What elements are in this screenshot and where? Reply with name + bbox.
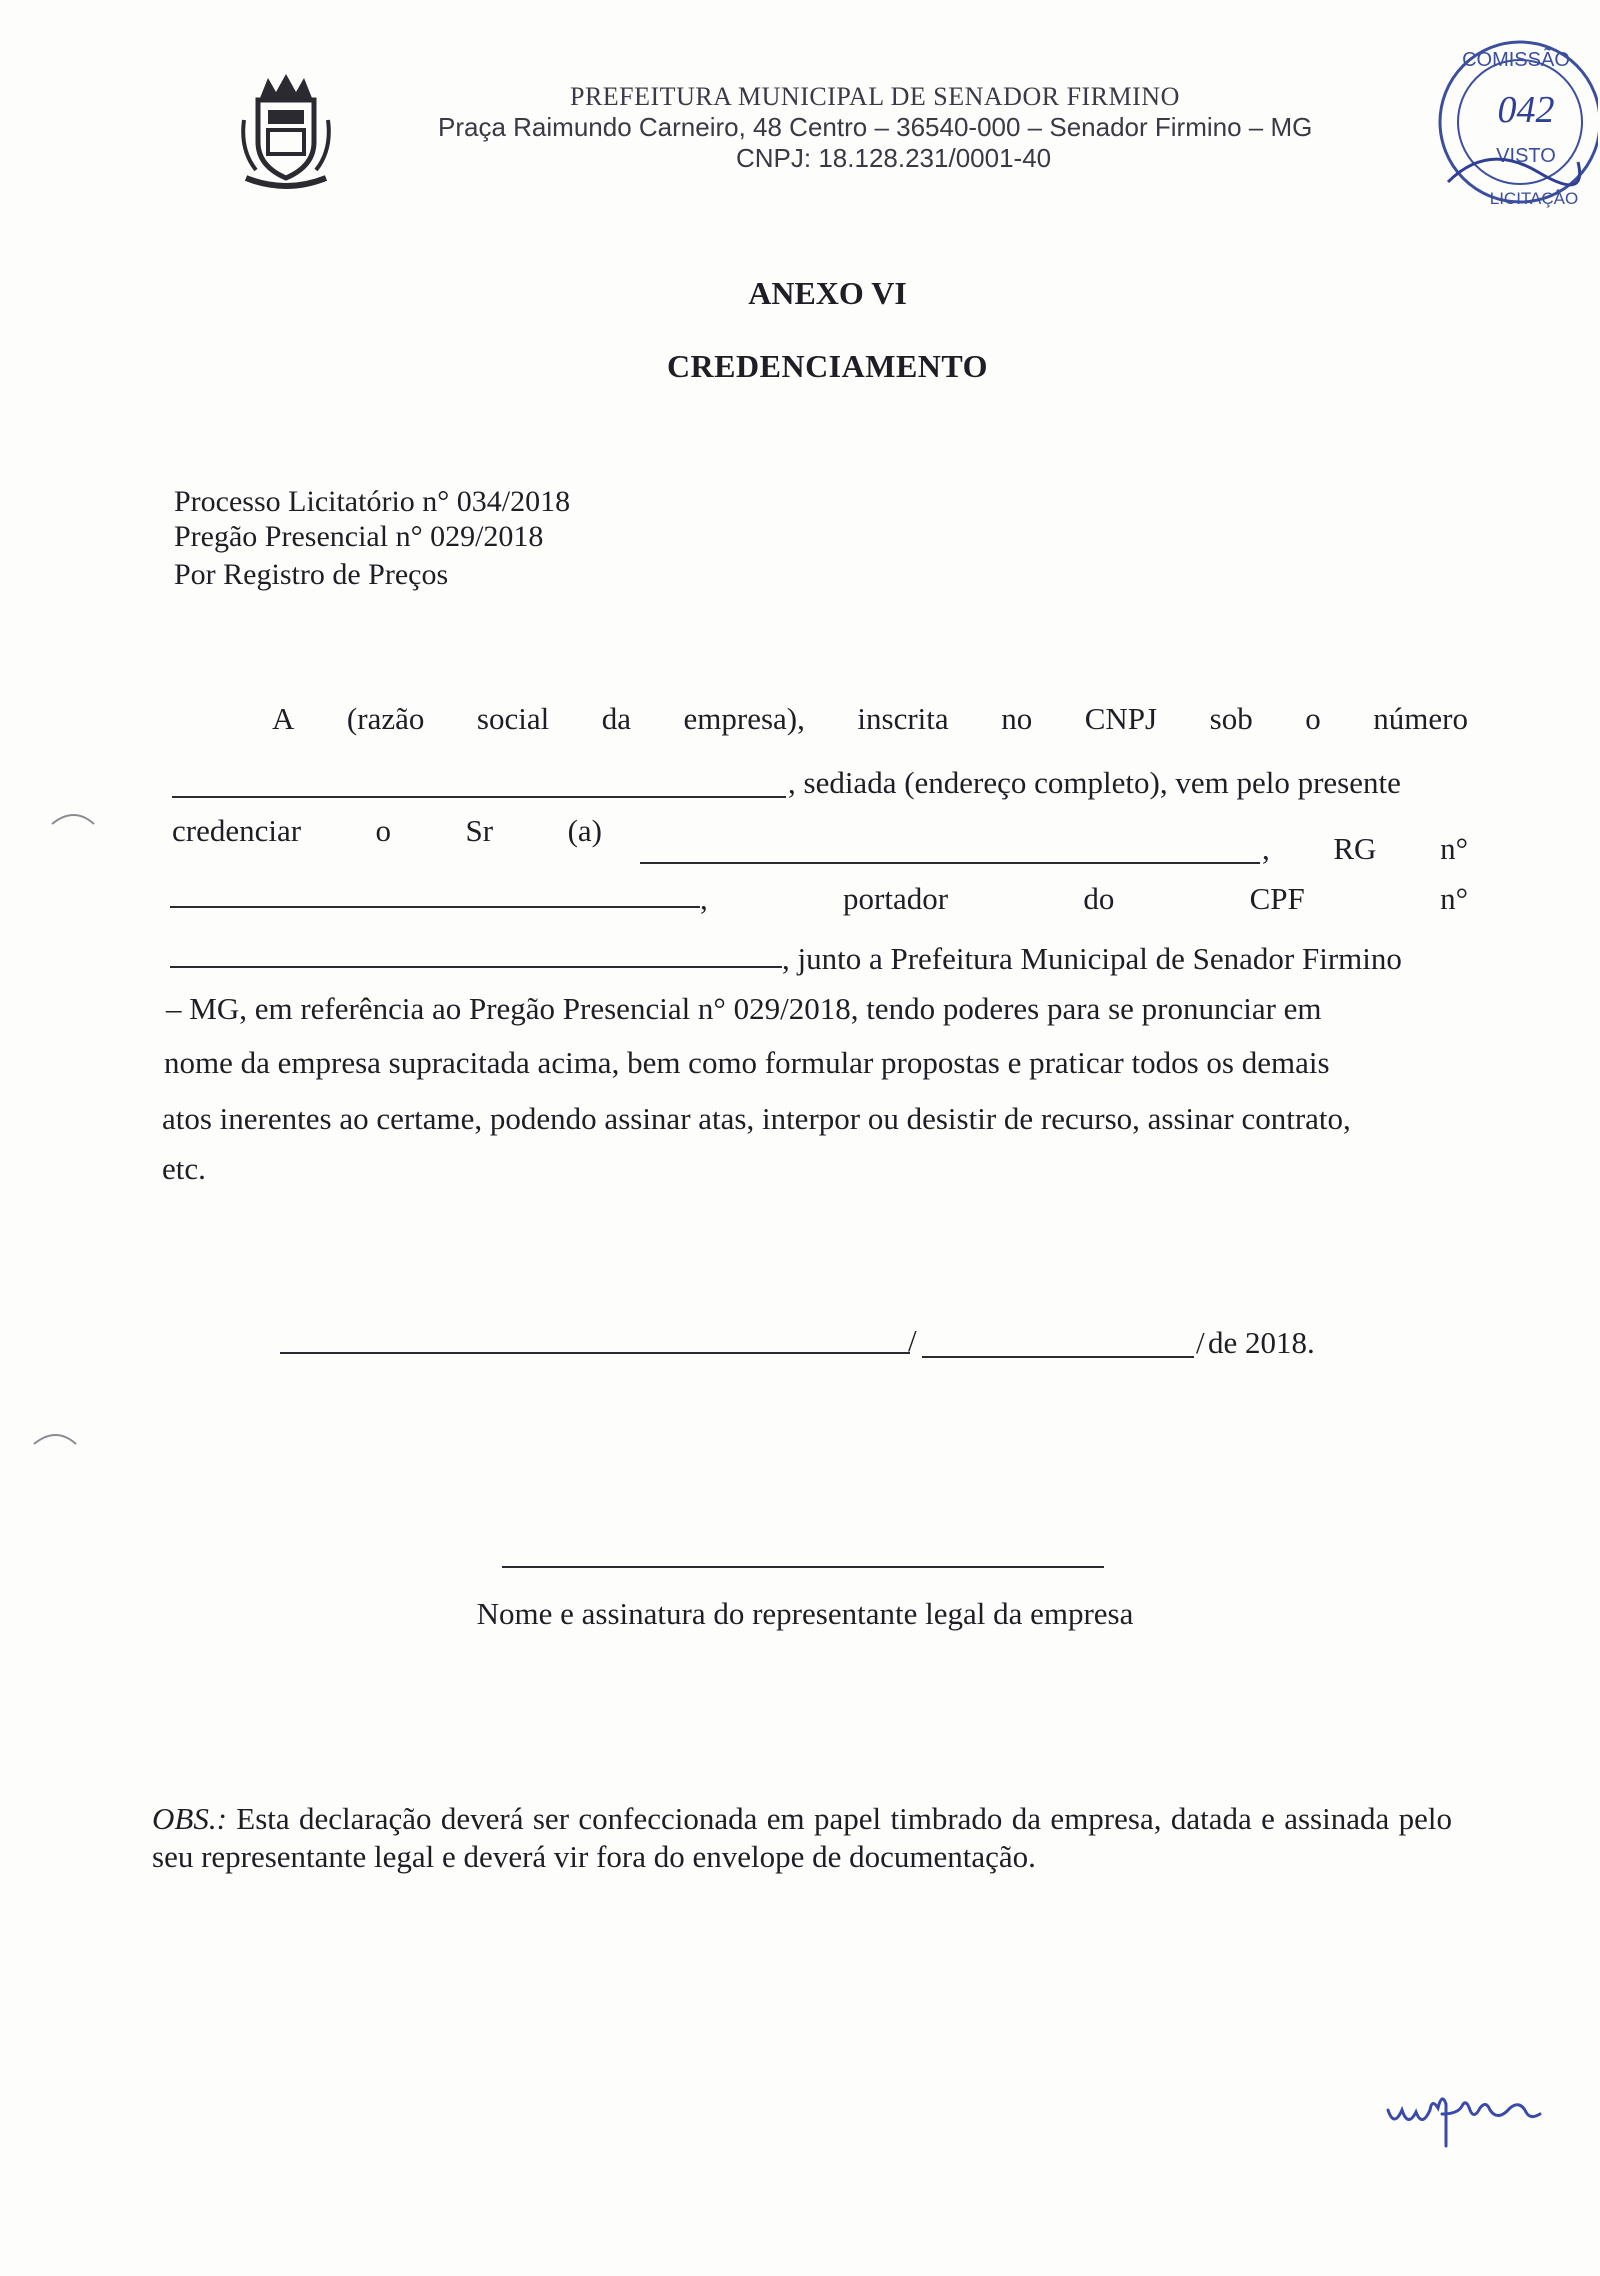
representative-name-blank-line [640, 862, 1260, 864]
body-line-2: , sediada (endereço completo), vem pelo presente [788, 765, 1401, 800]
observation-text: Esta declaração deverá ser confeccionada em papel timbrado da empresa, datada e assinada pelo seu representante legal e deverá vir fora do envelope de documentação. [152, 1801, 1452, 1874]
signature-label: Nome e assinatura do representante legal da empresa [476, 1596, 1134, 1631]
rg-blank-line [170, 906, 700, 908]
stamp-number: 042 [1497, 89, 1555, 131]
body-line-3-tail: , RG n° [1262, 831, 1468, 866]
date-separator-2: / [1196, 1325, 1205, 1360]
body-line-3-lead: credenciar o Sr (a) [172, 813, 602, 848]
observation-note [152, 1800, 1452, 1876]
body-line-8: atos inerentes ao certame, podendo assinar atas, interpor ou desistir de recurso, assinar contrato, [162, 1101, 1351, 1136]
process-number: Processo Licitatório n° 034/2018 [174, 485, 571, 518]
header-cnpj: CNPJ: 18.128.231/0001-40 [736, 143, 1052, 173]
date-month-blank-line [922, 1356, 1194, 1358]
body-line-9: etc. [162, 1151, 206, 1186]
commission-stamp-icon [1428, 22, 1598, 220]
modality: Por Registro de Preços [174, 558, 449, 591]
signature-blank-line [502, 1566, 1104, 1568]
body-line-6: – MG, em referência ao Pregão Presencial n° 029/2018, tendo poderes para se pronunciar em [166, 991, 1322, 1026]
cpf-blank-line [170, 966, 782, 968]
date-separator-1: / [908, 1323, 917, 1358]
municipal-coat-of-arms-icon [238, 70, 334, 190]
date-year: de 2018. [1208, 1325, 1315, 1360]
header-address: Praça Raimundo Carneiro, 48 Centro – 36540-000 – Senador Firmino – MG [438, 112, 1313, 142]
punch-mark-icon [48, 802, 98, 832]
observation-label: OBS.: [152, 1801, 227, 1836]
body-line-1: A (razão social da empresa), inscrita no CNPJ sob o número [272, 701, 1468, 736]
body-line-4: , portador do CPF n° [700, 881, 1468, 916]
body-line-5: , junto a Prefeitura Municipal de Senador Firmino [782, 941, 1402, 976]
annex-number: ANEXO VI [748, 275, 907, 311]
stamp-middle-text: VISTO [1496, 145, 1556, 167]
stamp-bottom-text: LICITAÇÃO [1489, 189, 1579, 208]
cnpj-blank-line [172, 796, 786, 798]
pregao-number: Pregão Presencial n° 029/2018 [174, 520, 544, 553]
handwritten-rubric-icon [1380, 2080, 1580, 2160]
annex-title: CREDENCIAMENTO [666, 348, 989, 384]
body-line-7: nome da empresa supracitada acima, bem como formular propostas e praticar todos os demais [164, 1045, 1330, 1080]
date-place-blank-line [280, 1352, 910, 1354]
header-title: PREFEITURA MUNICIPAL DE SENADOR FIRMINO [570, 82, 1180, 111]
stamp-top-text: COMISSÃO [1462, 49, 1570, 71]
punch-mark-icon [30, 1422, 80, 1452]
